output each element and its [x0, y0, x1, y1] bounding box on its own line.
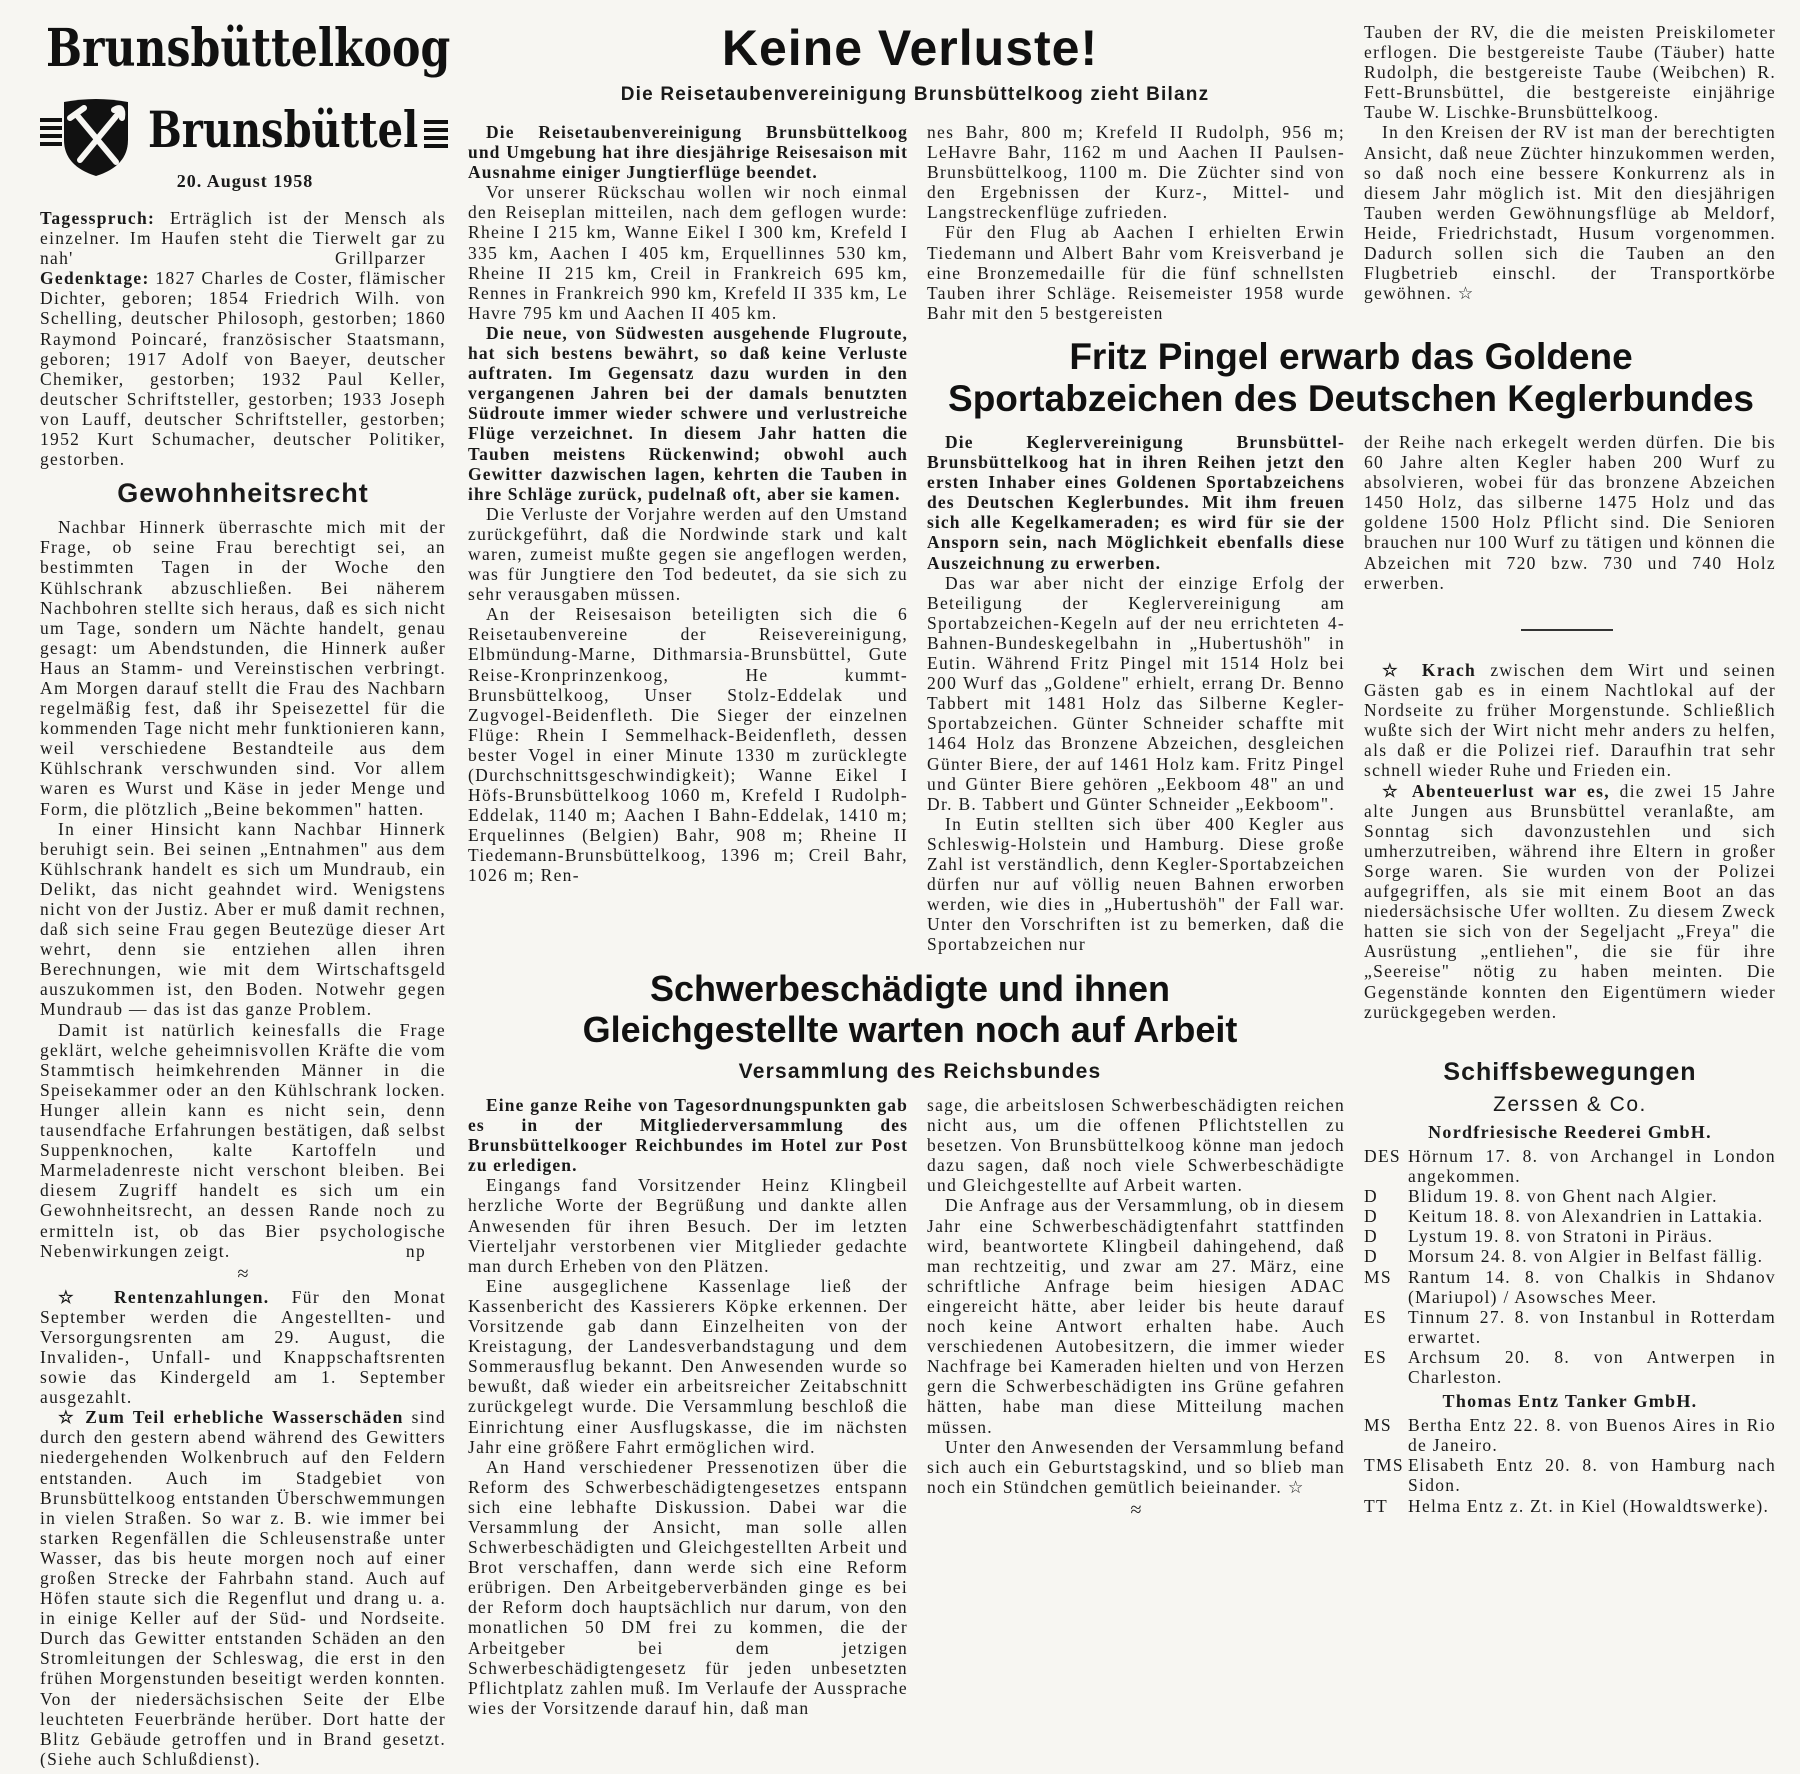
- paragraph-text: Die Anfrage aus der Versammlung, ob in diesem Jahr eine Schwerbeschädigtenfahrt stattfinden wird, beantwortete Klingbeil dahingehend, daß man rechtzeitig, und zwar am 27. März, eine schriftliche Anfrage beim hiesigen ADAC eingereicht hätte, aber leider bis heute darauf noch keine Antwort erhalten habe. Auch verschiedenen Autobesitzern, die immer wieder Nachfrage bei Kameraden hielten und von Herzen gern die Schwerbeschädigten ins Grüne gefahren hätten, habe man diese Mitteilung machen müssen.: [927, 1195, 1345, 1437]
- paragraph: [1364, 22, 1776, 122]
- paragraph-text: nes Bahr, 800 m; Krefeld II Rudolph, 956 m; LeHavre Bahr, 1162 m und Aachen II Paulsen-Brunsbüttelkoog, 1100 m. Die Züchter sind von den Ergebnissen der Kurz-, Mittel- und Langstreckenflüge zufrieden.: [927, 122, 1345, 223]
- paragraph-lead: ☆ Zum Teil erhebliche Wasserschäden: [58, 1407, 404, 1428]
- paragraph-text: Damit ist natürlich keinesfalls die Frage geklärt, welche geheimnisvollen Kräfte die vom Stammtisch heimkehrenden Männer in die Speisekammer oder an den Kühlschrank locken. Hunger allein kann es nicht sein, denn tausendfache Erfahrungen bestätigen, daß selbst Suppenknochen, kalte Kartoffeln und Marmeladenreste nicht verschont bleiben. Bei diesem Zugriff handelt es sich um ein Gewohnheitsrecht, an dessen Rande noch zu ermitteln ist, ob das Bier psychologische Nebenwirkungen zeigt.: [40, 1019, 446, 1261]
- ship-entry: [1364, 1347, 1776, 1387]
- headline-bowling-line1: Fritz Pingel erwarb das Goldene: [1069, 336, 1633, 377]
- pigeons-column-2: [927, 122, 1345, 332]
- paragraph: [927, 122, 1345, 222]
- paragraph: [468, 122, 908, 182]
- paragraph-text: An Hand verschiedener Pressenotizen über die Reform des Schwerbeschädigtengesetzes entspann sich eine lebhafte Diskussion. Dabei war die Versammlung der Ansicht, man solle allen Schwerbeschädigten und Gleichgestellten Arbeit und Brot verschaffen, dann werde sich eine Reform erübrigen. Den Arbeitgeberverbänden ginge es bei der Reform doch hauptsächlich nur darum, von den monatlichen 50 DM frei zu kommen, die der Arbeitgeber bei dem jetzigen Schwerbeschädigtengesetz für jeden unbesetzten Pflichtplatz zahlen muß. Im Verlaufe der Aussprache wies der Vorsitzende darauf hin, daß man: [468, 1456, 908, 1718]
- separator-ornament: ≈: [1130, 1498, 1142, 1521]
- paragraph-text: Für den Flug ab Aachen I erhielten Erwin Tiedemann und Albert Bahr vom Kreisverband je eine Bronzemedaille für die fünf schnellsten Tauben ihrer Schläge. Reisemeister 1958 wurde Bahr mit den 5 bestgereisten: [927, 222, 1345, 323]
- ship-type: TMS: [1364, 1455, 1404, 1476]
- ship-movement-text: Lystum 19. 8. von Stratoni in Piräus.: [1408, 1226, 1714, 1247]
- ship-groups: [1364, 1120, 1776, 1516]
- paragraph: [40, 1407, 446, 1768]
- paragraph: [1364, 781, 1776, 1022]
- paragraph: [927, 222, 1345, 322]
- paragraph: [468, 504, 908, 604]
- ship-movement-text: Keitum 18. 8. von Alexandrien in Lattakia.: [1408, 1206, 1764, 1227]
- paragraph: [927, 573, 1345, 814]
- coat-of-arms-icon: [40, 96, 160, 178]
- paragraph: [468, 1276, 908, 1457]
- ship-movement-text: Morsum 24. 8. von Algier in Belfast fällig.: [1408, 1246, 1764, 1267]
- paragraph: [1364, 432, 1776, 592]
- paragraph-lead: Tagesspruch:: [40, 208, 156, 228]
- ship-type: DES: [1364, 1146, 1401, 1166]
- left-column: [40, 208, 446, 1768]
- separator-ornament: ≈: [237, 1262, 249, 1285]
- paragraph: [927, 1437, 1345, 1497]
- ship-movement-text: Rantum 14. 8. von Chalkis in Shdanov (Mariupol) / Asowsches Meer.: [1408, 1266, 1776, 1307]
- paragraph: [927, 1095, 1345, 1195]
- headline-bowling-line2: Sportabzeichen des Deutschen Keglerbundes: [948, 378, 1754, 419]
- subhead-pigeons: Die Reisetaubenvereinigung Brunsbüttelkoog zieht Bilanz: [620, 84, 1210, 105]
- paragraph: [468, 604, 908, 885]
- divider: [1521, 629, 1613, 631]
- paragraph-text: Die Keglervereinigung Brunsbüttel-Brunsbüttelkoog hat in ihren Reihen jetzt den ersten Inhaber eines Goldenen Sportabzeichens des Deutschen Keglerbundes. Mit ihm freuen sich alle Kegelkameraden; es wird für sie der Ansporn sein, nach Möglichkeit ebenfalls diese Auszeichnung zu erwerben.: [927, 432, 1345, 573]
- masthead-title-line1: Brunsbüttelkoog: [46, 18, 451, 79]
- ship-movement-text: Tinnum 27. 8. von Instanbul in Rotterdam erwartet.: [1408, 1306, 1776, 1347]
- section-heading: Gewohnheitsrecht: [117, 478, 369, 509]
- ship-type: D: [1364, 1186, 1378, 1207]
- ship-entry: [1364, 1267, 1776, 1307]
- paragraph-lead: ☆ Krach: [1382, 660, 1477, 680]
- paragraph-text: Nachbar Hinnerk überraschte mich mit der Frage, ob seine Frau berechtigt sei, an bestimmten Tagen in der Woche den Kühlschrank abzuschließen. Bei näherem Nachbohren stellte sich heraus, daß es sich nicht um Tage, sondern um Nächte handelt, genau gesagt: um Abendstunden, die Hinnerk außer Haus an Stamm- und Vereinstischen verbringt. Am Morgen darauf stellt die Frau des Nachbarn regelmäßig fest, daß ihr Speisezettel für die kommenden Tage nicht mehr funktionieren kann, weil verschiedene Bestandteile aus dem Kühlschrank verschwunden sind. Vor allem waren es Wurst und Käse in jeder Menge und Form, die plötzlich „Beine bekommen" hatten.: [40, 517, 446, 819]
- paragraph-text: sind durch den gestern abend während des Gewitters niedergehenden Wolkenbruch auf den Feldern entstanden. Auch im Stadgebiet von Brunsbüttelkoog entstanden Überschwemmungen in vielen Straßen. So war z. B. wie immer bei starken Regenfällen die Schleusenstraße unter Wasser, das bis heute morgen noch auf einer großen Strecke der Fahrbahn stand. Auch auf Höfen staute sich die Regenflut und drang u. a. in einige Keller auf der Süd- und Nordseite. Durch das Gewitter entstanden Schäden an den Stromleitungen der Schleswag, die erst in den frühen Morgenstunden beseitigt werden konnten. Von der niedersächsischen Seite der Elbe leuchteten Feuerbrände herüber. Dort hatte der Blitz Gebäude getroffen und in Brand gesetzt. (Siehe auch Schlußdienst).: [40, 1407, 446, 1768]
- paragraph-text: Eine ausgeglichene Kassenlage ließ der Kassenbericht des Kassierers Köpke erkennen. Der Vorsitzende gab dann Einzelheiten von der Kreistagung, der Landesverbandstagung und dem Sommerausflug bekannt. Den Anwesenden wurde so bewußt, daß wieder ein arbeitsreicher Zeitabschnitt zurückgelegt wurde. Die Versammlung beschloß die Einrichtung einer Ausflugskasse, die im nächsten Jahr eine größere Fahrt ermöglichen wird.: [468, 1275, 908, 1457]
- paragraph-text: In den Kreisen der RV ist man der berechtigten Ansicht, daß neue Züchter hinzukommen werden, so daß noch eine bessere Konkurrenz als in diesem Jahr möglich ist. Mit den diesjährigen Tauben werden Gewöhnungsflüge ab Meldorf, Heide, Friedrichstadt, Husum vorgenommen. Dadurch sollen sich die Tauben an den Flugbetrieb einschl. der Transportkörbe gewöhnen. ☆: [1364, 122, 1776, 304]
- pigeons-column-1: [468, 122, 908, 952]
- paragraph-text: 1827 Charles de Coster, flämischer Dichter, geboren; 1854 Friedrich Wilh. von Schelling, deutscher Philosoph, gestorben; 1860 Raymond Poincaré, französischer Staatsmann, geboren; 1917 Adolf von Baeyer, deutscher Chemiker, gestorben; 1932 Paul Keller, deutscher Schriftsteller, gestorben; 1933 Joseph von Lauff, deutscher Schriftsteller, gestorben; 1952 Kurt Schumacher, deutscher Politiker, gestorben.: [40, 268, 446, 470]
- paragraph-text: Tauben der RV, die die meisten Preiskilometer erflogen. Die bestgereiste Taube (Täuber) hatte Rudolph, die bestgereiste Taube (Weibchen) R. Fett-Brunsbüttel, die bestgereiste einjährige Taube W. Lischke-Brunsbüttelkoog.: [1364, 22, 1776, 123]
- ship-type: ES: [1364, 1306, 1388, 1327]
- paragraph: [40, 1020, 446, 1261]
- headline-disabled: [500, 968, 1320, 1050]
- paragraph-text: der Reihe nach erkegelt werden dürfen. Die bis 60 Jahre alten Kegler haben 200 Wurf zu absolvieren, wobei für das bronzene Abzeichen 1450 Holz, das silberne 1475 Holz und das goldene 1500 Holz Pflicht sind. Die Senioren brauchen nur 100 Wurf zu tätigen und können die Abzeichen mit 720 bzw. 730 und 740 Holz erwerben.: [1364, 432, 1776, 592]
- paragraph-text: Die Reisetaubenvereinigung Brunsbüttelkoog und Umgebung hat ihre diesjährige Reisesaison mit Ausnahme einiger Jungtierflüge beendet.: [468, 122, 908, 183]
- ship-type: D: [1364, 1246, 1378, 1267]
- paragraph: [468, 323, 908, 504]
- paragraph: [927, 432, 1345, 573]
- paragraph: [40, 819, 446, 1020]
- paragraph-lead: ☆ Rentenzahlungen.: [58, 1286, 270, 1307]
- paragraph-text: Unter den Anwesenden der Versammlung befand sich auch ein Geburtstagskind, und so blieb man noch ein Stündchen gemütlich beieinander. ☆: [927, 1436, 1345, 1497]
- paragraph-text: Vor unserer Rückschau wollen wir noch einmal den Reiseplan mitteilen, nach dem geflogen wurde: Rheine I 215 km, Wanne Eikel I 300 km, Krefeld I 335 km, Aachen I 405 km, Erquellinnes 530 km, Rheine II 215 km, Creil in Frankreich 695 km, Rennes in Frankreich 990 km, Krefeld II 335 km, Le Havre 795 km und Aachen II 405 km.: [468, 182, 908, 323]
- ship-movement-text: Blidum 19. 8. von Ghent nach Algier.: [1408, 1186, 1718, 1207]
- paragraph-text: sage, die arbeitslosen Schwerbeschädigten reichen nicht aus, um die offenen Pflichtstellen zu besetzen. Von Brunsbüttelkoog könne man jedoch dazu sagen, daß noch viele Schwerbeschädigte und Gleichgestellte auf Arbeit warten.: [927, 1095, 1345, 1196]
- bowling-column-2: [1364, 432, 1776, 592]
- shipping-company: Nordfriesische Reederei GmbH.: [1428, 1122, 1712, 1142]
- ship-movement-text: Elisabeth Entz 20. 8. von Hamburg nach Sidon.: [1408, 1455, 1776, 1496]
- paragraph: [468, 1457, 908, 1718]
- ship-type: TT: [1364, 1495, 1388, 1516]
- masthead: [40, 18, 450, 168]
- disabled-column-1: [468, 1095, 908, 1765]
- headline-disabled-line2: Gleichgestellte warten noch auf Arbeit: [582, 1009, 1238, 1050]
- ship-type: MS: [1364, 1266, 1392, 1287]
- bowling-column-1: [927, 432, 1345, 957]
- ship-entry: [1364, 1307, 1776, 1347]
- paragraph-text: An der Reisesaison beteiligten sich die 6 Reisetaubenvereine der Reisevereinigung, Elbmündung-Marne, Dithmarsia-Brunsbüttel, Gute Reise-Kronprinzenkoog, He kummt-Brunsbüttelkoog, Unser Stolz-Eddelak und Zugvogel-Beidenfleth. Die Sieger der einzelnen Flüge: Rhein I Semmelhack-Beidenfleth, dessen bester Vogel in einer Minute 1330 m zurücklegte (Durchschnittsgeschwindigkeit); Wanne Eikel I Höfs-Brunsbüttelkoog 1060 m, Krefeld I Rudolph-Eddelak, 1140 m; Aachen I Bahn-Eddelak, 1410 m; Erquelinnes (Belgien) Bahr, 908 m; Rheine II Tiedemann-Brunsbüttelkoog, 1396 m; Creil Bahr, 1026 m; Ren-: [468, 604, 908, 886]
- paragraph: [40, 1287, 446, 1408]
- ship-movement-text: Archsum 20. 8. von Antwerpen in Charleston.: [1408, 1346, 1776, 1388]
- shipping-company: Thomas Entz Tanker GmbH.: [1442, 1391, 1698, 1412]
- pigeons-column-3: [1364, 22, 1776, 322]
- banner-end-icon: [424, 118, 450, 148]
- ship-entry: [1364, 1415, 1776, 1455]
- paragraph-text: Die neue, von Südwesten ausgehende Flugroute, hat sich bestens bewährt, so daß keine Verluste auftraten. Im Gegensatz dazu wurden in den vergangenen Jahren bei der damals benutzten Südroute immer wieder schwere und verlustreiche Flüge verzeichnet. In diesem Jahr hatten die Tauben meistens Rückenwind; obwohl auch Gewitter dazwischen lagen, kehrten die Tauben in ihre Schläge zurück, pudelnaß oft, aber sie kamen.: [468, 322, 908, 504]
- ship-movements: [1364, 1056, 1776, 1556]
- paragraph-text: zwischen dem Wirt und seinen Gästen gab es in einem Nachtlokal auf der Nordseite zu früher Morgenstunde. Schließlich wußte sich der Wirt nicht mehr anders zu helfen, als daß er die Polizei rief. Daraufhin trat sehr schnell wieder Ruhe und Frieden ein.: [1364, 660, 1776, 781]
- local-notes: [1364, 660, 1776, 1040]
- paragraph: [1364, 122, 1776, 303]
- paragraph-lead: Gedenktage:: [40, 268, 150, 289]
- signature: np: [405, 1240, 426, 1261]
- ship-type: D: [1364, 1206, 1378, 1227]
- headline-disabled-line1: Schwerbeschädigte und ihnen: [649, 968, 1171, 1009]
- ship-type: MS: [1364, 1415, 1392, 1436]
- paragraph-text: Eine ganze Reihe von Tagesordnungspunkten gab es in der Mitgliederversammlung des Brunsbüttelkooger Reichbundes im Hotel zur Post zu erledigen.: [468, 1095, 908, 1176]
- issue-date: 20. August 1958: [176, 171, 314, 191]
- paragraph-lead: ☆ Abenteuerlust war es,: [1382, 780, 1610, 801]
- paragraph: [1364, 660, 1776, 781]
- paragraph-text: Eingangs fand Vorsitzender Heinz Klingbeil herzliche Worte der Begrüßung und dankte allen Anwesenden für ihren Besuch. Der im letzten Vierteljahr verstorbenen vier Mitglieder gedachte man durch Erheben von den Plätzen.: [468, 1175, 908, 1276]
- signature: Grillparzer: [334, 248, 426, 269]
- ship-entry: [1364, 1496, 1776, 1516]
- paragraph-text: Das war aber nicht der einzige Erfolg der Beteiligung der Keglervereinigung am Sportabzeichen-Kegeln auf der neu errichteten 4-Bahnen-Bundeskegelbahn in „Hubertushöh" in Eutin. Während Fritz Pingel mit 1514 Holz bei 200 Wurf das „Goldene" erhielt, errang Dr. Benno Tabbert mit 1481 Holz das Silberne Kegler-Sportabzeichen. Günter Schneider schaffte mit 1464 Holz das Bronzene Abzeichen, desgleichen Günter Biere, der auf 1461 Holz kam. Fritz Pingel und Günter Biere gehören „Eekboom 48" an und Dr. B. Tabbert und Günter Schneider „Eekboom".: [927, 572, 1345, 814]
- ship-movement-text: Helma Entz z. Zt. in Kiel (Howaldtswerke).: [1408, 1495, 1770, 1516]
- paragraph-text: die zwei 15 Jahre alte Jungen aus Brunsbüttel veranlaßte, am Sonntag sich davonzustehlen und sich umherzutreiben, während ihre Eltern in großer Sorge waren. Sie wurden von der Polizei aufgegriffen, als sie mit einem Boot an das niedersächsische Ufer wollten. Zu diesem Zweck hatten sie sich von der Segeljacht „Freya" die Ausrüstung „entliehen", die sie für ihre „Seereise" nötig zu haben meinten. Die Gegenstände konnten den Eigentümern wieder zurückgegeben werden.: [1364, 780, 1776, 1022]
- ship-entry: [1364, 1146, 1776, 1186]
- ship-entry: [1364, 1206, 1776, 1226]
- ship-entry: [1364, 1246, 1776, 1266]
- ship-type: ES: [1364, 1346, 1388, 1367]
- ship-type: D: [1364, 1226, 1378, 1247]
- disabled-column-2: [927, 1095, 1345, 1575]
- paragraph: [468, 1175, 908, 1275]
- ship-entry: [1364, 1455, 1776, 1495]
- paragraph-text: In Eutin stellten sich über 400 Kegler aus Schleswig-Holstein und Hamburg. Diese große Zahl ist verständlich, denn Kegler-Sportabzeichen dürfen nur auf völlig neuen Bahnen erworben werden, wie dies in „Hubertushöh" der Fall war. Unter den Vorschriften ist zu bemerken, daß die Sportabzeichen nur: [927, 813, 1345, 955]
- paragraph-text: Die Verluste der Vorjahre werden auf den Umstand zurückgeführt, daß die Nordwinde stark und kalt waren, zumeist mußte gegen sie angeflogen werden, was für Jungtiere den Tod bedeutet, da sie sich zu sehr verausgaben müssen.: [468, 503, 908, 605]
- subhead-disabled: Versammlung des Reichsbundes: [738, 1060, 1102, 1083]
- headline-bowling: [915, 336, 1787, 420]
- paragraph: [927, 1195, 1345, 1436]
- ship-entry: [1364, 1226, 1776, 1246]
- paragraph: [468, 1095, 908, 1175]
- paragraph: [468, 182, 908, 323]
- ship-movement-text: Hörnum 17. 8. von Archangel in London angekommen.: [1408, 1146, 1776, 1187]
- ship-movements-heading: Schiffsbewegungen: [1443, 1058, 1697, 1086]
- paragraph: [40, 268, 446, 469]
- paragraph-text: In einer Hinsicht kann Nachbar Hinnerk beruhigt sein. Bei seinen „Entnahmen" aus dem Kühlschrank handelt es sich um Mundraub, ein Delikt, das nicht geahndet wird. Wenigstens nicht von der Justiz. Aber er muß damit rechnen, daß sich seine Frau gegen Beutezüge dieser Art wehrt, denn sie entziehen allen ihren Berechnungen, wie mit dem Wirtschaftsgeld auszukommen ist, den Boden. Notwehr gegen Mundraub — das ist das ganze Problem.: [40, 818, 446, 1020]
- ship-agent: Zerssen & Co.: [1493, 1093, 1647, 1116]
- masthead-title-line2: Brunsbüttel: [148, 100, 419, 159]
- paragraph-text: Für den Monat September werden die Angestellten- und Versorgungsrenten am 29. August, die Invaliden-, Unfall- und Knappschaftsrenten sowie das Kindergeld am 1. September ausgezahlt.: [40, 1286, 446, 1408]
- paragraph: [40, 517, 446, 818]
- paragraph: [40, 208, 446, 268]
- headline-pigeons: Keine Verluste!: [721, 20, 1099, 76]
- paragraph-text: Erträglich ist der Mensch als einzelner. Im Haufen steht die Tierwelt gar zu nah': [40, 208, 446, 269]
- ship-movement-text: Bertha Entz 22. 8. von Buenos Aires in Rio de Janeiro.: [1408, 1415, 1776, 1456]
- paragraph: [927, 814, 1345, 955]
- ship-entry: [1364, 1186, 1776, 1206]
